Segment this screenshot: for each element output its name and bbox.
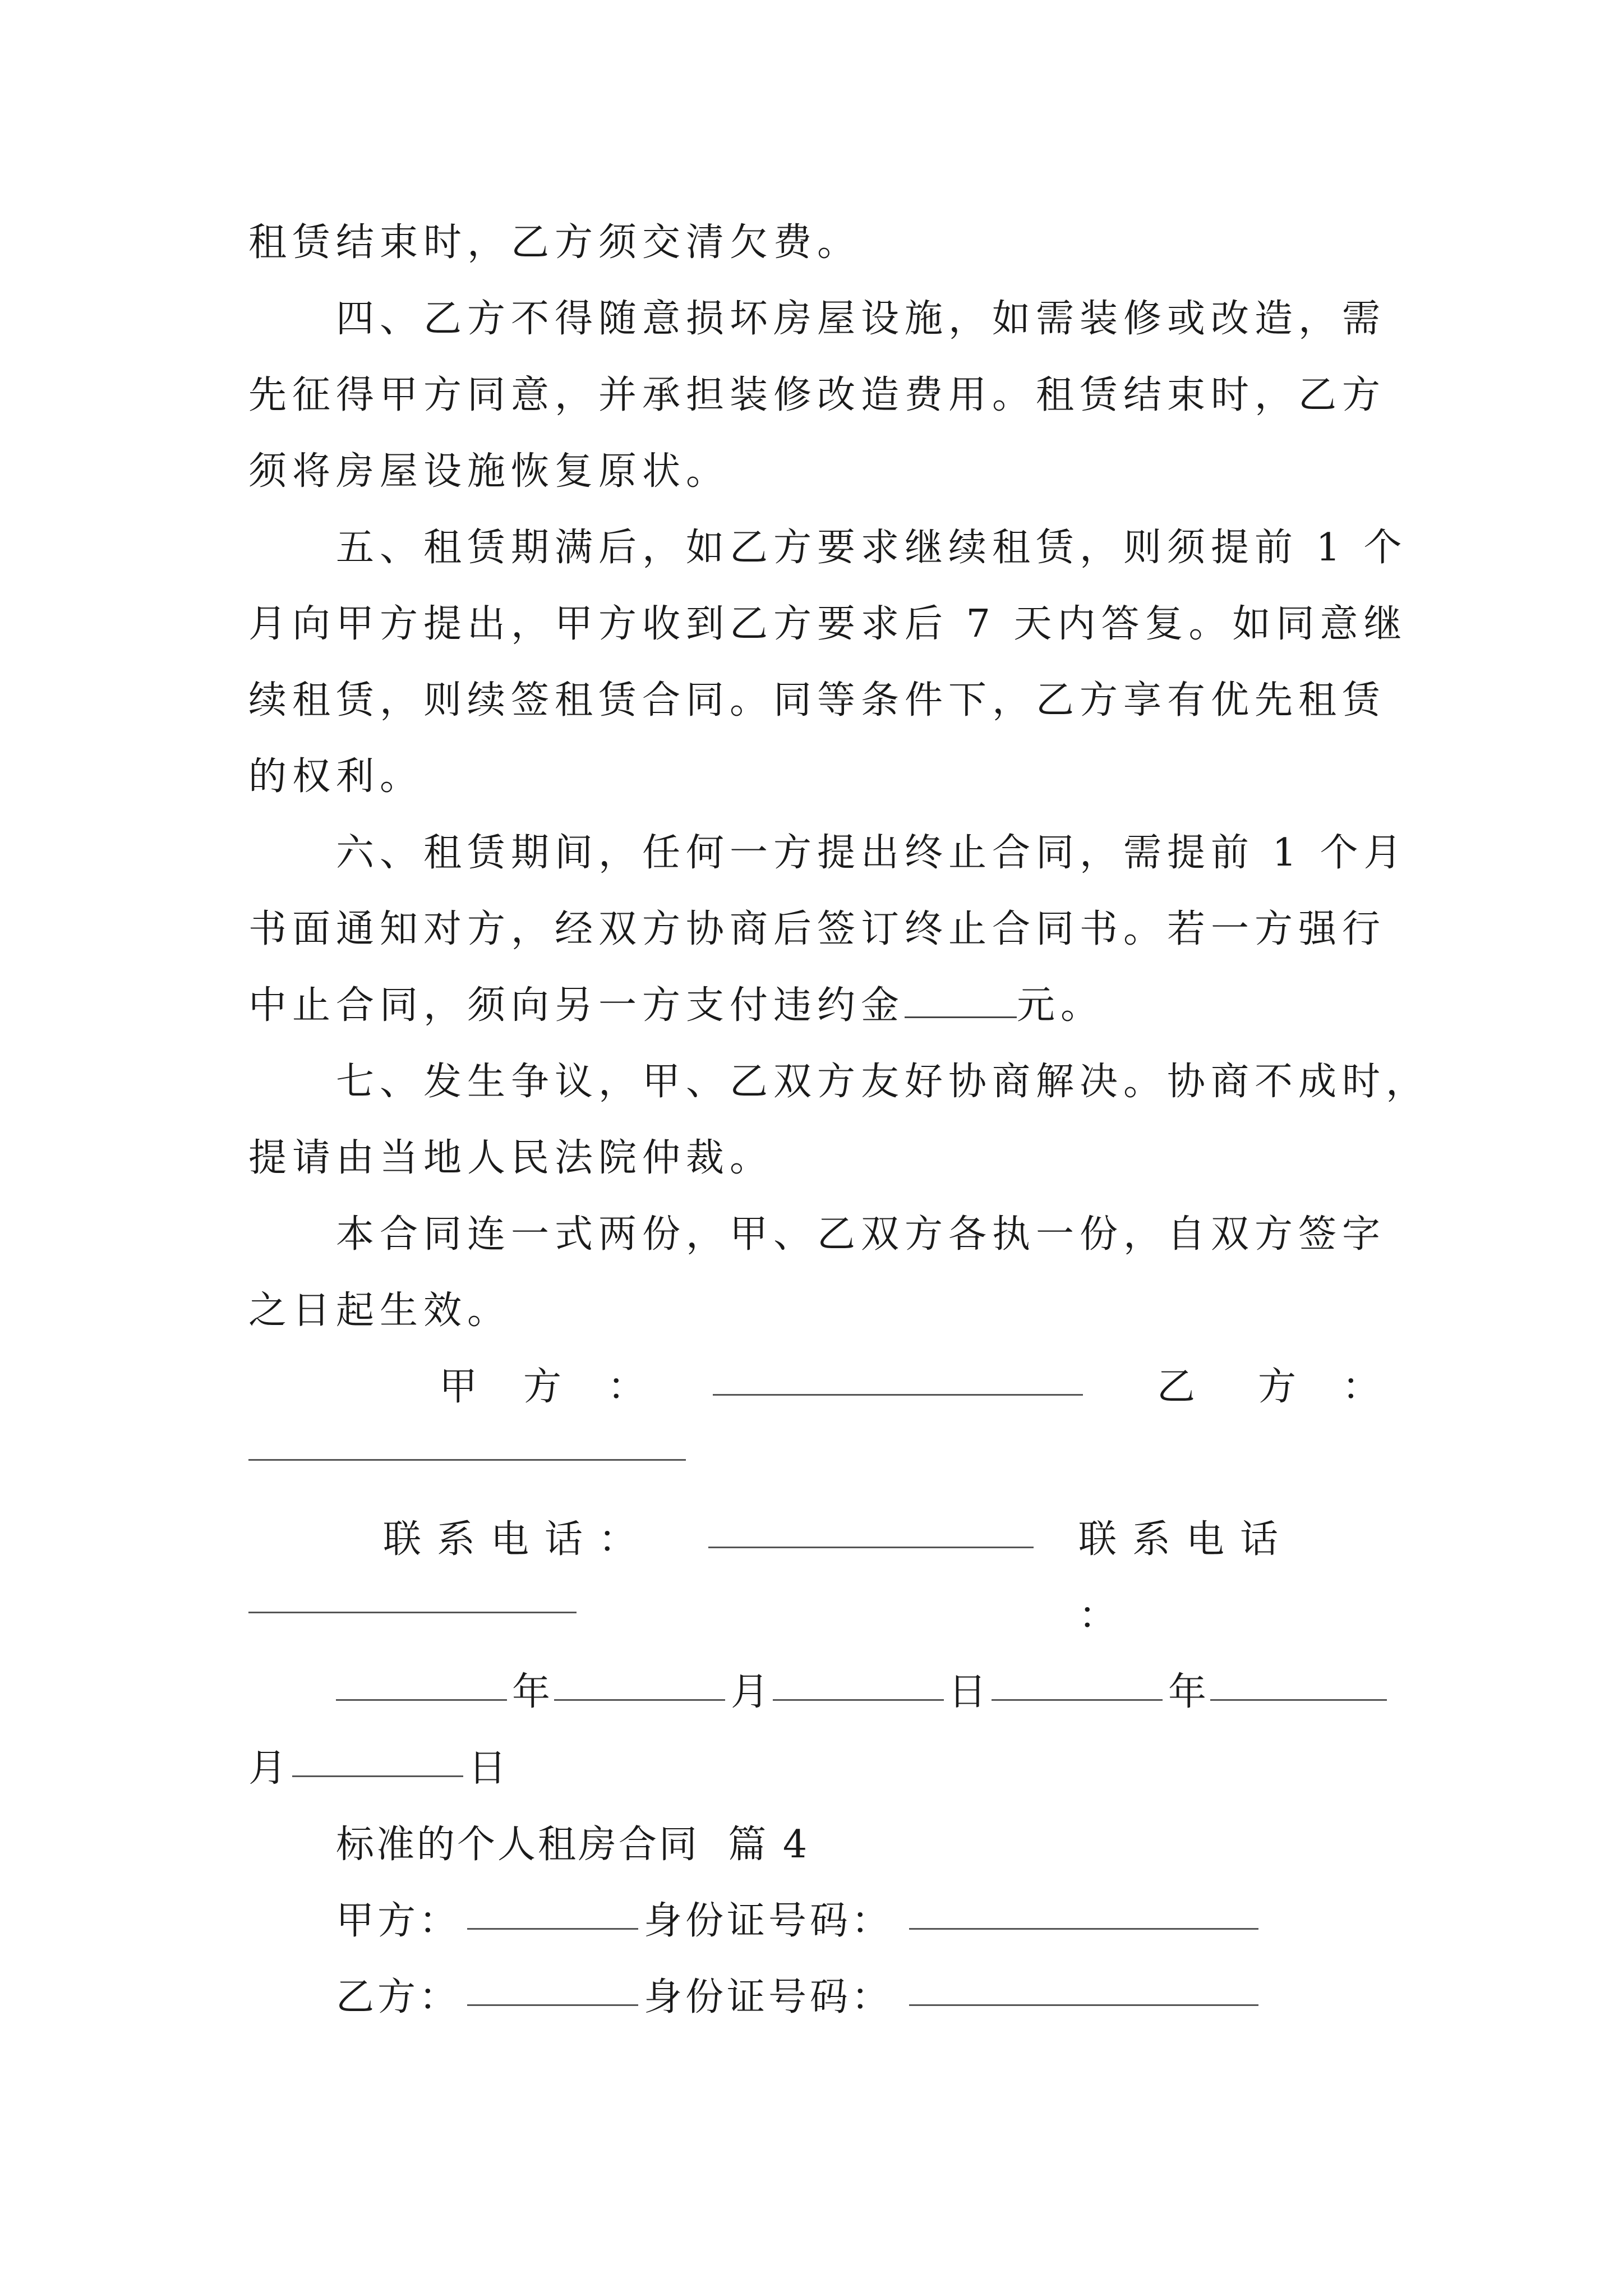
party-b-label: 乙方： — [336, 1975, 461, 2019]
text-line: 月向甲方提出，甲方收到乙方要求后 7 天内答复。如同意继 — [248, 602, 1408, 646]
month-a-blank — [554, 1699, 725, 1701]
year-label: 年 — [1168, 1670, 1207, 1714]
year-a-blank — [336, 1699, 507, 1701]
text-line: 七、发生争议，甲、乙双方友好协商解决。协商不成时， — [336, 1060, 1430, 1104]
text-line: 的权利。 — [248, 754, 424, 799]
date-row — [248, 1654, 1387, 1731]
party-b-label — [1157, 1349, 1380, 1425]
label-char: ： — [598, 1517, 637, 1562]
paragraph-copies — [248, 1197, 1387, 1349]
year-label: 年 — [512, 1670, 551, 1714]
label-char: 话 — [545, 1517, 583, 1562]
text-line: 四、乙方不得随意损坏房屋设施，如需装修或改造，需 — [336, 297, 1386, 341]
text-line: 续租赁，则续签租赁合同。同等条件下，乙方享有优先租赁 — [248, 678, 1386, 723]
day-label: 日 — [948, 1670, 987, 1714]
paragraph-clause-7 — [248, 1044, 1430, 1197]
label-char: ： — [1078, 1594, 1117, 1638]
party-a-name-blank — [467, 1928, 638, 1930]
paragraph-clause-4 — [248, 281, 1387, 510]
label-char: 系 — [437, 1517, 476, 1562]
party-b-id-row — [248, 1959, 1387, 2036]
party-a-id-row — [248, 1883, 1387, 1959]
label-char: 方 — [1258, 1365, 1297, 1409]
label-char: 方 — [523, 1365, 562, 1409]
paragraph-clause-5 — [248, 510, 1408, 815]
year-b-blank — [992, 1699, 1163, 1701]
day-a-blank — [773, 1699, 944, 1701]
id-number-label: 身份证号码： — [644, 1899, 893, 1943]
party-a-label: 甲方： — [336, 1899, 461, 1943]
day-label: 日 — [468, 1746, 507, 1791]
penalty-label: 中止合同，须向另一方支付违约金 — [248, 983, 905, 1028]
party-a-phone-line — [708, 1547, 1034, 1548]
section-heading — [248, 1807, 1387, 1883]
section-title: 标准的个人租房合同 篇 4 — [336, 1823, 810, 1867]
day-b-blank — [292, 1775, 463, 1777]
text-line: 租赁结束时，乙方须交清欠费。 — [248, 220, 861, 265]
label-char: 系 — [1132, 1517, 1171, 1562]
month-b-blank — [1210, 1699, 1387, 1701]
label-char: 电 — [491, 1517, 529, 1562]
currency-unit: 元。 — [1017, 983, 1105, 1028]
text-line: 五、租赁期满后，如乙方要求继续租赁，则须提前 1 个 — [336, 526, 1408, 570]
paragraph-3-end — [248, 205, 1387, 281]
label-char: 电 — [1186, 1517, 1225, 1562]
document-body — [248, 205, 1430, 2036]
month-label: 月 — [731, 1670, 769, 1714]
text-line: 提请由当地人民法院仲裁。 — [248, 1136, 774, 1180]
text-line: 须将房屋设施恢复原状。 — [248, 449, 730, 494]
date-row-continued — [248, 1731, 1387, 1807]
party-b-phone-row — [248, 1578, 1387, 1654]
signature-party-row — [248, 1349, 1387, 1425]
paragraph-clause-6 — [248, 815, 1408, 1044]
text-line — [248, 968, 1387, 1044]
label-char: 乙 — [1157, 1365, 1196, 1409]
text-line: 本合同连一式两份，甲、乙双方各执一份，自双方签字 — [336, 1212, 1386, 1257]
party-b-id-blank — [909, 2004, 1258, 2006]
party-b-signature-line — [248, 1459, 686, 1461]
party-b-phone-line — [248, 1612, 577, 1613]
party-a-label — [439, 1349, 645, 1425]
id-number-label: 身份证号码： — [644, 1975, 893, 2019]
label-char: 联 — [383, 1517, 422, 1562]
label-char: 联 — [1078, 1517, 1117, 1562]
text-line: 六、租赁期间，任何一方提出终止合同，需提前 1 个月 — [336, 831, 1408, 875]
party-b-name-blank — [467, 2004, 638, 2006]
label-char: 甲 — [439, 1365, 478, 1409]
text-line: 书面通知对方，经双方协商后签订终止合同书。若一方强行 — [248, 907, 1386, 951]
phone-row — [248, 1502, 1387, 1638]
party-a-phone-label — [383, 1502, 637, 1578]
penalty-amount-blank — [905, 983, 1017, 1018]
party-b-signature-row — [248, 1425, 1387, 1502]
text-line: 先征得甲方同意，并承担装修改造费用。租赁结束时，乙方 — [248, 373, 1386, 417]
month-label: 月 — [248, 1746, 287, 1791]
label-char: ： — [1342, 1365, 1381, 1409]
label-char: 话 — [1240, 1517, 1279, 1562]
text-line: 之日起生效。 — [248, 1289, 511, 1333]
party-a-id-blank — [909, 1928, 1258, 1930]
party-a-signature-line — [713, 1394, 1083, 1396]
label-char: ： — [607, 1365, 646, 1409]
